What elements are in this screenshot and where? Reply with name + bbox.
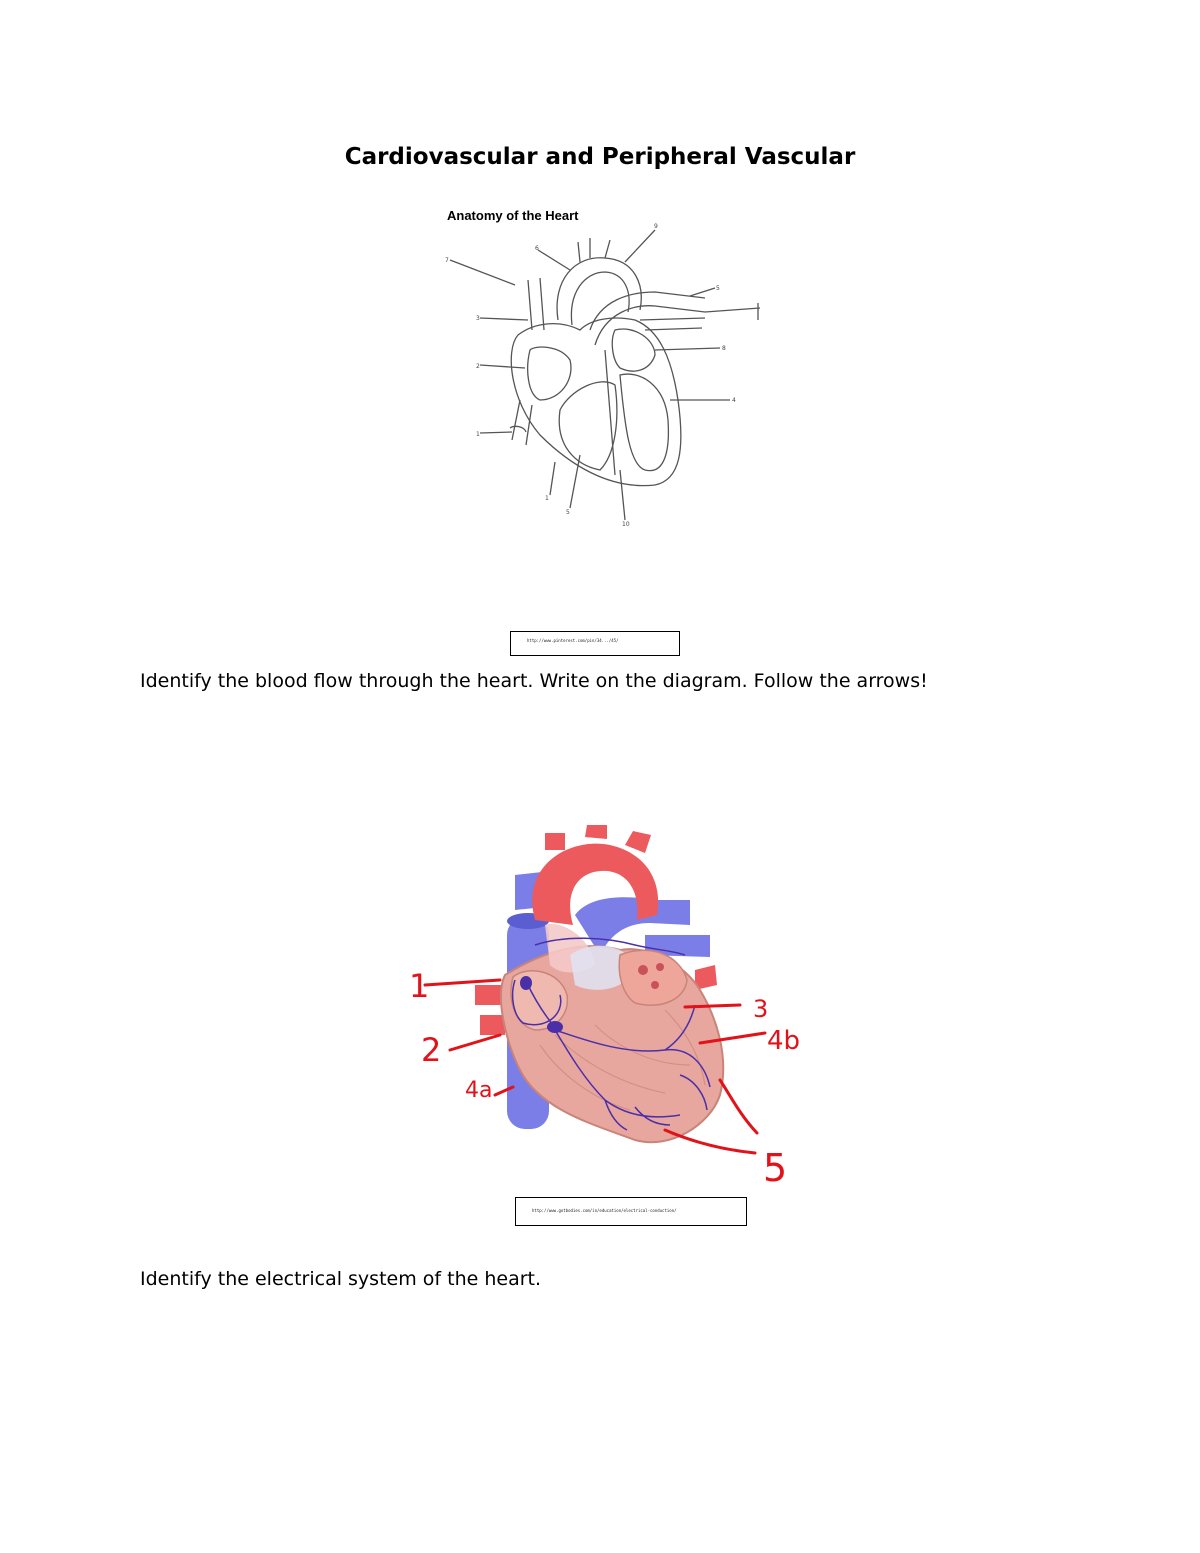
svg-text:1: 1 [545,495,549,502]
heart-conduction-diagram-icon [395,825,825,1185]
label-5: 5 [763,1146,788,1185]
svg-text:7: 7 [445,257,449,264]
svg-text:5: 5 [716,285,720,292]
label-4b: 4b [767,1026,801,1056]
page-title: Cardiovascular and Peripheral Vascular [344,144,856,170]
heart-conduction-figure [395,825,825,1185]
svg-text:3: 3 [476,315,480,322]
heart-anatomy-figure [440,200,760,545]
svg-text:9: 9 [654,223,658,230]
label-3: 3 [753,995,769,1023]
figure-title: Anatomy of the Heart [447,208,579,223]
figure1-source-link[interactable]: http://www.pinterest.com/pin/34.../45/ [510,631,680,656]
heart-outline-diagram-icon [440,200,760,545]
svg-text:8: 8 [722,345,726,352]
electrical-system-instruction: Identify the electrical system of the heart. [140,1268,542,1290]
label-1: 1 [409,967,430,1005]
svg-text:1: 1 [476,431,480,438]
label-2: 2 [421,1031,442,1069]
svg-text:5: 5 [566,509,570,516]
svg-text:4: 4 [732,397,736,404]
label-4a: 4a [465,1078,493,1103]
blood-flow-instruction: Identify the blood flow through the heart. Write on the diagram. Follow the arrows! [140,670,928,692]
svg-text:2: 2 [476,363,480,370]
svg-text:10: 10 [622,521,630,528]
svg-text:6: 6 [535,245,539,252]
figure2-source-link[interactable]: http://www.gotbodies.com/in/education/electrical-conduction/ [515,1197,747,1226]
